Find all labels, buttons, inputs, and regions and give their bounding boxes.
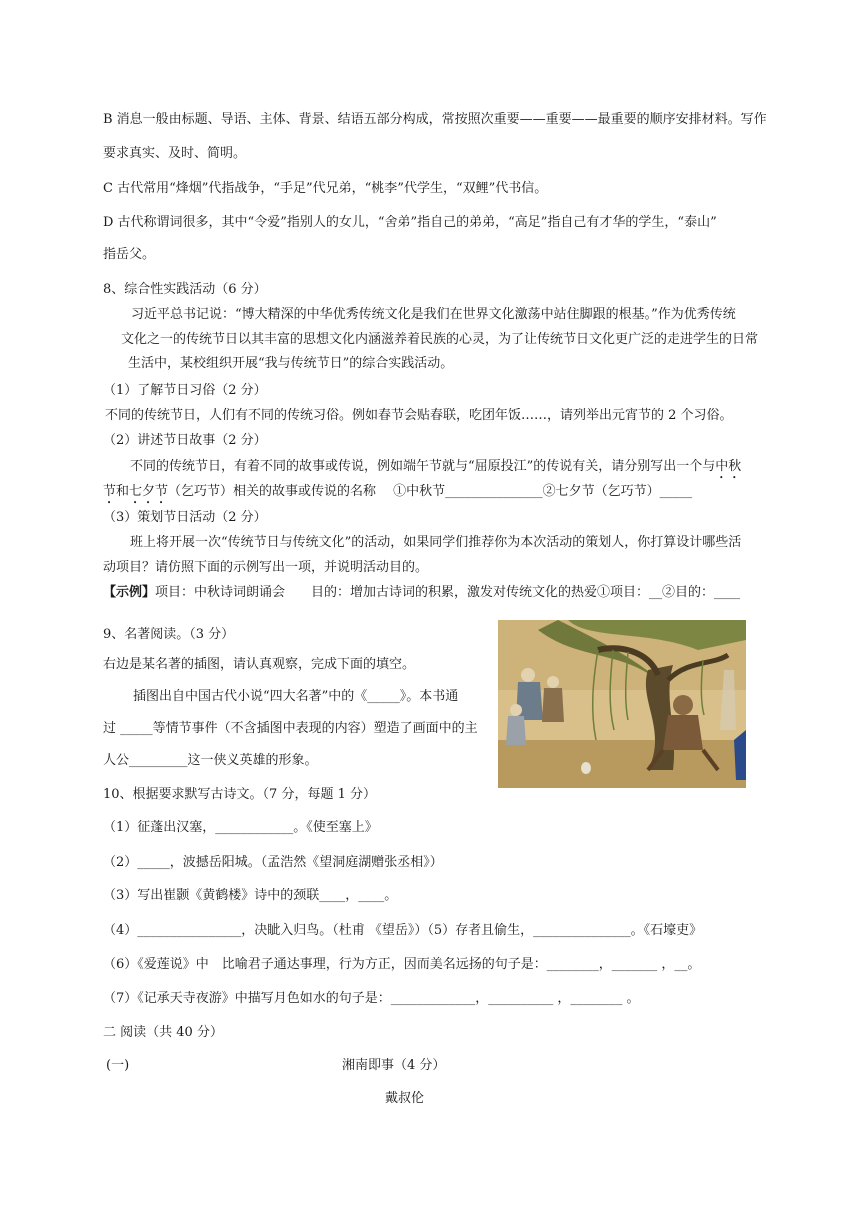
option-b-line2: 要求真实、及时、简明。	[103, 146, 247, 161]
q8-sub3-line1: 班上将开展一次“传统节日与传统文化”的活动，如果同学们推荐你为本次活动的策划人，你打算设计哪些活	[130, 535, 742, 550]
option-b-line1: B 消息一般由标题、导语、主体、背景、结语五部分构成，常按照次重要——重要——最重要的顺序安排材料。写作	[103, 112, 767, 127]
q8-paragraph-line3: 生活中，某校组织开展“我与传统节日”的综合实践活动。	[128, 356, 454, 371]
q8-title: 8、综合性实践活动（6 分）	[103, 282, 267, 297]
part2-section-label: (一)	[106, 1058, 130, 1073]
part2-title: 二 阅读（共 40 分）	[103, 1025, 223, 1040]
option-d-line1: D 古代称谓词很多，其中“令爱”指别人的女儿，“舍弟”指自己的弟弟，“高足”指自己有才华的学生，“泰山”	[103, 215, 717, 230]
q10-item1: （1）征蓬出汉塞，____________。《使至塞上》	[103, 820, 378, 835]
q10-item2: （2）_____，波撼岳阳城。（孟浩然《望洞庭湖赠张丞相》）	[103, 855, 443, 870]
poem-author: 戴叔伦	[385, 1091, 425, 1106]
emphasized-mid-autumn: 中秋	[715, 459, 742, 474]
q8-sub2-line2: 节和七夕节（乞巧节）相关的故事或传说的名称 ①中秋节_______________②七夕节（乞巧节）_____	[103, 484, 693, 499]
q10-item3: （3）写出崔颢《黄鹤楼》诗中的颈联____，____。	[103, 888, 398, 903]
emphasized-qixi: 七夕节	[129, 484, 169, 499]
q8-sub3-title: （3）策划节日活动（2 分）	[103, 510, 267, 525]
q8-sub1-text: 不同的传统节日，人们有不同的传统习俗。例如春节会贴春联，吃团年饭……，请列举出元宵节的 2 个习俗。	[105, 408, 733, 423]
q8-sub2-title: （2）讲述节日故事（2 分）	[103, 433, 267, 448]
q8-sub3-line2: 动项目？请仿照下面的示例写出一项，并说明活动目的。	[103, 560, 429, 575]
q9-line2: 插图出自中国古代小说“四大名著”中的《_____》。本书通	[133, 689, 459, 704]
q9-title: 9、名著阅读。（3 分）	[103, 627, 235, 642]
novel-illustration	[498, 620, 746, 788]
q10-item6: （6）《爱莲说》中 比喻君子通达事理，行为方正，因而美名远扬的句子是：________，_______ ，__。	[103, 957, 701, 972]
q9-line4: 人公_________这一侠义英雄的形象。	[103, 753, 318, 768]
q10-item7: （7）《记承天寺夜游》中描写月色如水的句子是：_____________，__________ ，________ 。	[103, 991, 640, 1006]
q10-title: 10、根据要求默写古诗文。（7 分，每题 1 分）	[103, 787, 376, 802]
q8-sub1-title: （1）了解节日习俗（2 分）	[103, 383, 267, 398]
poem-title: 湘南即事（4 分）	[342, 1058, 446, 1073]
q8-example: 【示例】项目：中秋诗词朗诵会 目的：增加古诗词的积累，激发对传统文化的热爱①项目：__②目的：____	[103, 585, 741, 600]
q8-sub2-line1: 不同的传统节日，有着不同的故事或传说，例如端午节就与“屈原投江”的传说有关，请分别写出一个与中秋	[130, 459, 742, 474]
q9-line1: 右边是某名著的插图，请认真观察，完成下面的填空。	[103, 657, 416, 672]
q9-line3: 过 _____等情节事件（不含插图中表现的内容）塑造了画面中的主	[103, 721, 478, 736]
option-c: C 古代常用“烽烟”代指战争，“手足”代兄弟，“桃李”代学生，“双鲤”代书信。	[103, 181, 548, 196]
q8-paragraph-line2: 文化之一的传统节日以其丰富的思想文化内涵滋养着民族的心灵，为了让传统节日文化更广泛的走进学生的日常	[121, 332, 759, 347]
q10-item4-5: （4）________________，决眦入归鸟。（杜甫 《望岳》）（5）存者且偷生，_______________。《石壕吏》	[103, 923, 703, 938]
option-d-line2: 指岳父。	[103, 247, 156, 262]
q8-paragraph-line1: 习近平总书记说：“博大精深的中华优秀传统文化是我们在世界文化激荡中站住脚跟的根基。”作为优秀传统	[131, 307, 736, 322]
